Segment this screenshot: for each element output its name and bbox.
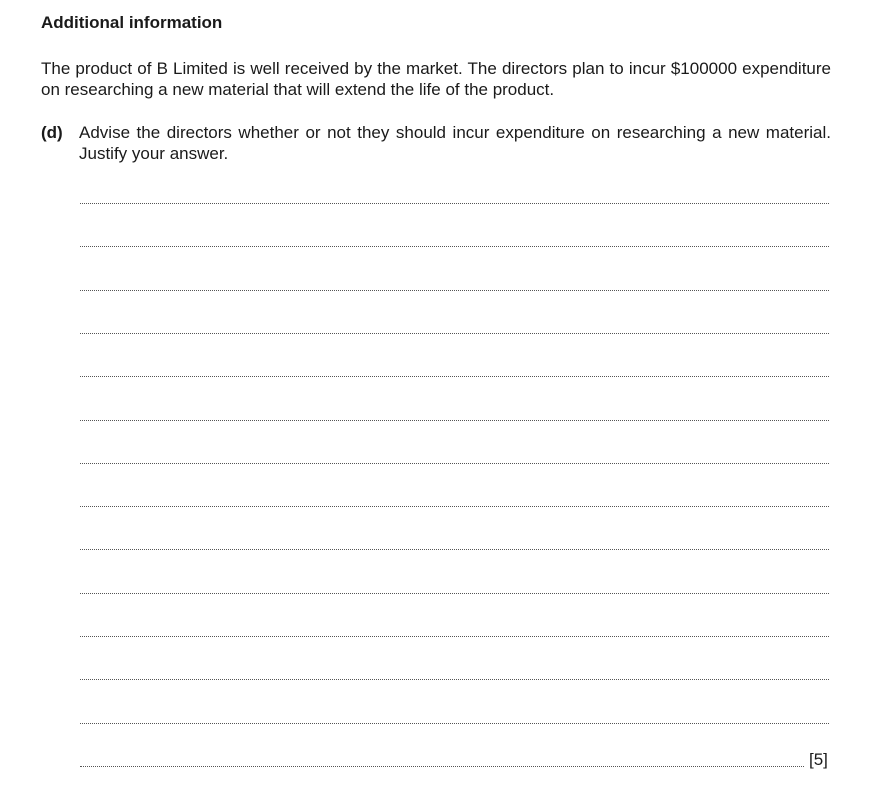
intro-paragraph: The product of B Limited is well received by the market. The directors plan to incur $100000 expenditure on researching a new material that will extend the life of the product. bbox=[41, 59, 831, 99]
section-heading: Additional information bbox=[41, 13, 223, 32]
question-text: Advise the directors whether or not they should incur expenditure on researching a new material. Justify your answer. bbox=[79, 123, 831, 163]
answer-line[interactable] bbox=[80, 549, 829, 550]
answer-line[interactable] bbox=[80, 203, 829, 204]
answer-line[interactable] bbox=[80, 679, 829, 680]
answer-line[interactable] bbox=[80, 463, 829, 464]
answer-line[interactable] bbox=[80, 636, 829, 637]
marks-label: [5] bbox=[809, 750, 828, 769]
answer-line[interactable] bbox=[80, 290, 829, 291]
answer-line[interactable] bbox=[80, 420, 829, 421]
answer-line[interactable] bbox=[80, 766, 804, 767]
answer-line[interactable] bbox=[80, 333, 829, 334]
answer-line[interactable] bbox=[80, 376, 829, 377]
answer-line[interactable] bbox=[80, 593, 829, 594]
answer-line[interactable] bbox=[80, 246, 829, 247]
answer-line[interactable] bbox=[80, 506, 829, 507]
answer-line[interactable] bbox=[80, 723, 829, 724]
question-label: (d) bbox=[41, 123, 63, 142]
